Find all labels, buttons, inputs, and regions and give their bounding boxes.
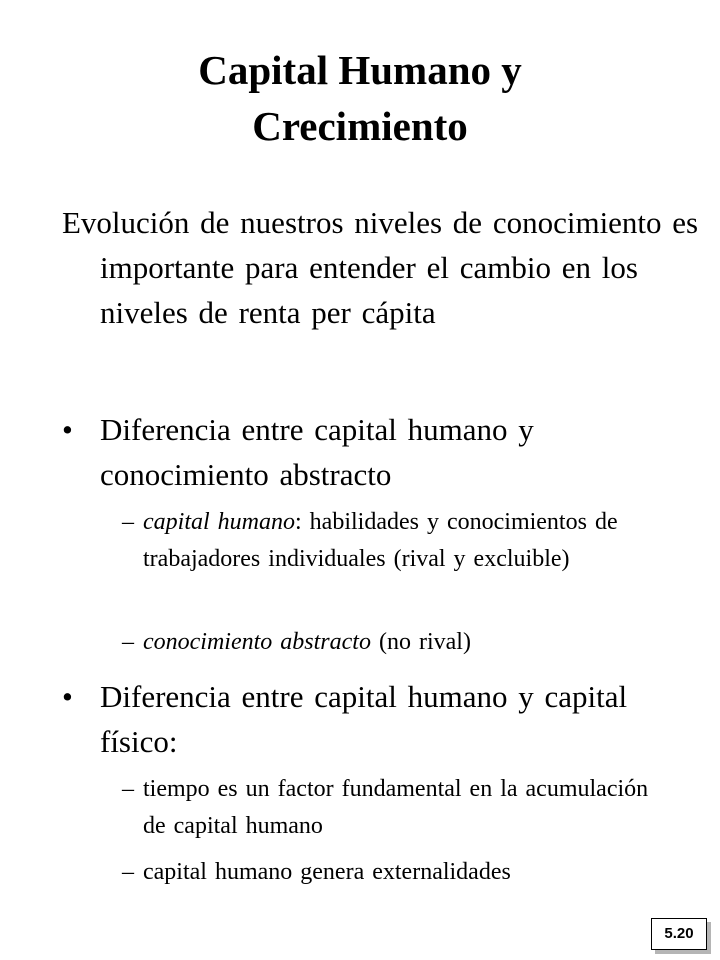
sub-term: capital humano	[143, 509, 295, 535]
sub-item	[122, 624, 662, 661]
bullet-item	[62, 407, 682, 497]
sub-item	[122, 854, 662, 891]
bullet-dot: •	[62, 679, 73, 714]
intro-paragraph: Evolución de nuestros niveles de conocimiento es importante para entender el cambio en los niveles de renta per cápita	[62, 205, 699, 330]
sub-text: capital humano genera externalidades	[143, 859, 511, 885]
sub-dash: –	[122, 629, 134, 655]
sub-text	[122, 504, 662, 578]
sub-description: : habilidades y conocimientos de trabajadores individuales (rival y excluible)	[143, 509, 618, 572]
title-line-2: Crecimiento	[252, 103, 468, 149]
bullet-text: Diferencia entre capital humano y conocimiento abstracto	[100, 412, 534, 492]
title-line-1: Capital Humano y	[198, 47, 522, 93]
page-number-badge: 5.20	[651, 918, 707, 950]
sub-item	[122, 504, 662, 578]
bullet-item	[62, 674, 682, 764]
bullet-dot: •	[62, 412, 73, 447]
bullet-text: Diferencia entre capital humano y capital físico:	[100, 679, 628, 759]
sub-text: tiempo es un factor fundamental en la acumulación de capital humano	[143, 776, 649, 839]
sub-text	[122, 624, 662, 661]
sub-description: (no rival)	[370, 629, 471, 655]
sub-dash: –	[122, 776, 134, 802]
sub-dash: –	[122, 859, 134, 885]
sub-dash: –	[122, 509, 134, 535]
sub-item	[122, 771, 662, 845]
slide-title	[0, 42, 720, 154]
sub-term: conocimiento abstracto	[143, 629, 371, 655]
